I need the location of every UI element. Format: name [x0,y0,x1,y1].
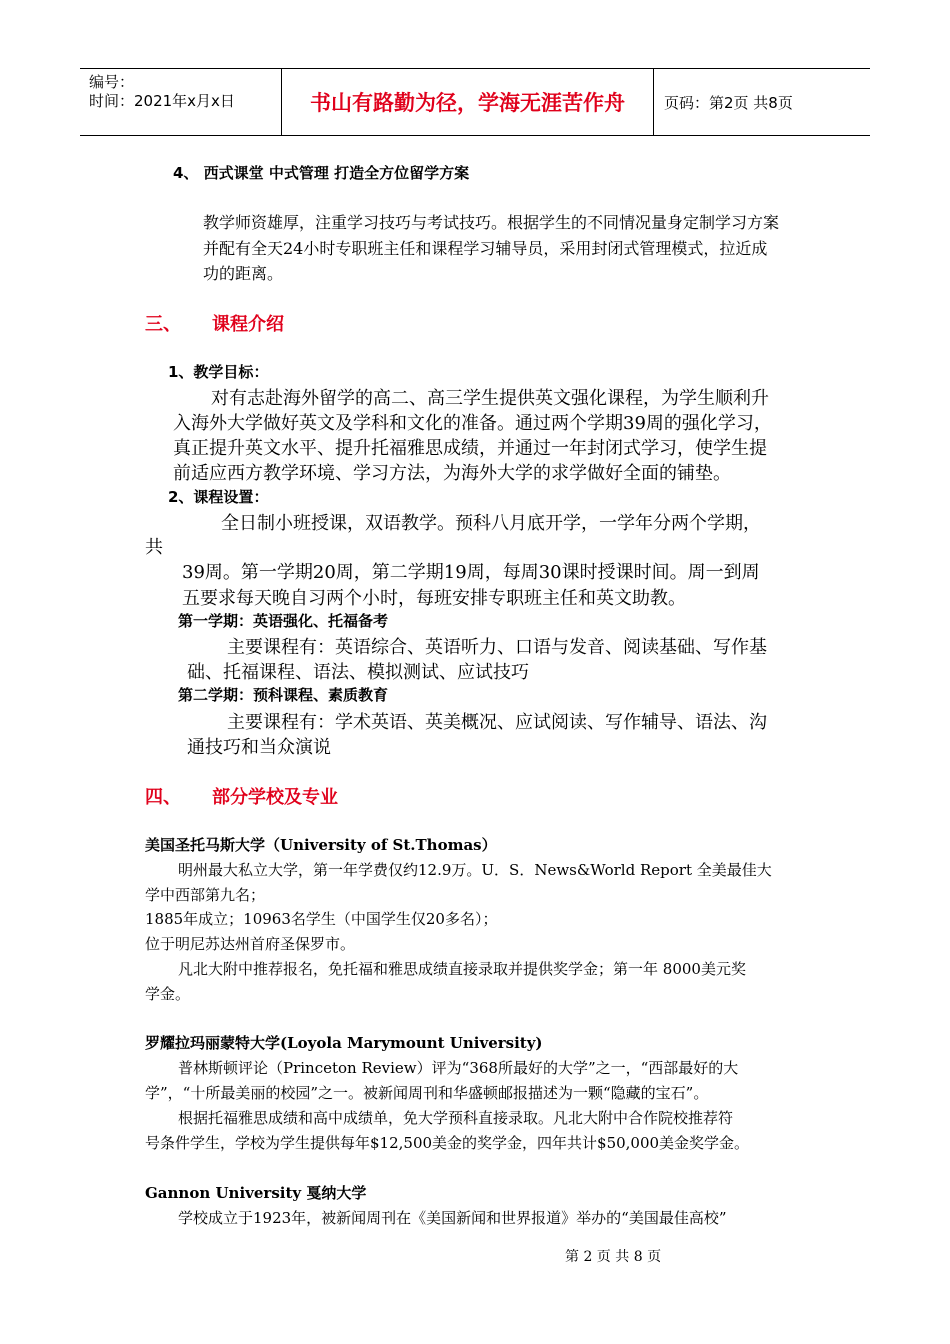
header-number: 编号： [89,73,135,91]
school1-line: 学中西部第九名； [145,886,266,904]
header-time: 时间：2021年x月x日 [89,92,235,110]
school1-line: 明州最大私立大学，第一年学费仅约12.9万。U．S．News&World Report 全美最佳大 [178,861,772,879]
school2-name: 罗耀拉玛丽蒙特大学(Loyola Marymount University) [145,1034,543,1052]
goal-line: 入海外大学做好英文及学科和文化的准备。通过两个学期39周的强化学习， [173,413,772,434]
setup-line: 全日制小班授课，双语教学。预科八月底开学，一学年分两个学期， [221,513,761,534]
goal-line: 真正提升英文水平、提升托福雅思成绩，并通过一年封闭式学习，使学生提 [173,438,767,459]
section3-title: 课程介绍 [212,314,284,335]
school3-line: 学校成立于1923年，被新闻周刊在《美国新闻和世界报道》举办的“美国最佳高校” [178,1209,727,1227]
term2-line: 通技巧和当众演说 [187,737,331,758]
school2-line: 根据托福雅思成绩和高中成绩单，免大学预科直接录取。凡北大附中合作院校推荐符 [178,1109,734,1127]
item4-line: 教学师资雄厚，注重学习技巧与考试技巧。根据学生的不同情况量身定制学习方案 [203,213,780,232]
item4-line: 并配有全天24小时专职班主任和课程学习辅导员，采用封闭式管理模式，拉近成 [203,239,768,258]
header-page-number: 页码：第2页 共8页 [664,93,793,112]
header-motto: 书山有路勤为径，学海无涯苦作舟 [282,69,654,135]
term1-line: 主要课程有：英语综合、英语听力、口语与发音、阅读基础、写作基 [227,637,767,658]
goal-line: 前适应西方教学环境、学习方法，为海外大学的求学做好全面的铺垫。 [173,463,731,484]
school1-line: 1885年成立；10963名学生（中国学生仅20多名）； [145,910,498,928]
school1-line: 凡北大附中推荐报名，免托福和雅思成绩直接录取并提供奖学金；第一年 8000美元奖 [178,960,746,978]
goal-line: 对有志赴海外留学的高二、高三学生提供英文强化课程，为学生顺利升 [211,388,769,409]
term2-heading: 第二学期：预科课程、素质教育 [178,686,389,704]
term2-line: 主要课程有：学术英语、英美概况、应试阅读、写作辅导、语法、沟 [227,712,767,733]
header-meta [80,69,282,135]
section4-number: 四、 [145,787,181,808]
page-header [80,68,870,136]
term1-heading: 第一学期：英语强化、托福备考 [178,612,389,630]
school1-line: 位于明尼苏达州首府圣保罗市。 [145,935,356,953]
section4-title: 部分学校及专业 [212,787,338,808]
setup-line: 39周。第一学期20周，第二学期19周，每周30课时授课时间。周一到周 [182,562,760,583]
school3-name: Gannon University 戛纳大学 [145,1184,367,1202]
setup-line: 五要求每天晚自习两个小时，每班安排专职班主任和英文助教。 [182,588,686,609]
term1-line: 础、托福课程、语法、模拟测试、应试技巧 [187,662,529,683]
school2-line: 号条件学生，学校为学生提供每年$12,500美金的奖学金，四年共计$50,000美金奖学金。 [145,1134,750,1152]
school2-line: 学”，“十所最美丽的校园”之一。被新闻周刊和华盛顿邮报描述为一颗“隐藏的宝石”。 [145,1084,709,1102]
item4-heading: 4、 西式课堂 中式管理 打造全方位留学方案 [173,164,470,182]
setup-line: 共 [145,537,163,558]
school1-line: 学金。 [145,985,191,1003]
page-footer: 第 2 页 共 8 页 [565,1249,662,1265]
section3-number: 三、 [145,314,181,335]
setup-heading: 2、课程设置： [168,488,269,506]
item4-line: 功的距离。 [203,264,284,283]
school2-line: 普林斯顿评论（Princeton Review）评为“368所最好的大学”之一，“西部最好的大 [178,1059,739,1077]
school1-name: 美国圣托马斯大学（University of St.Thomas） [145,836,497,854]
goal-heading: 1、教学目标： [168,363,269,381]
